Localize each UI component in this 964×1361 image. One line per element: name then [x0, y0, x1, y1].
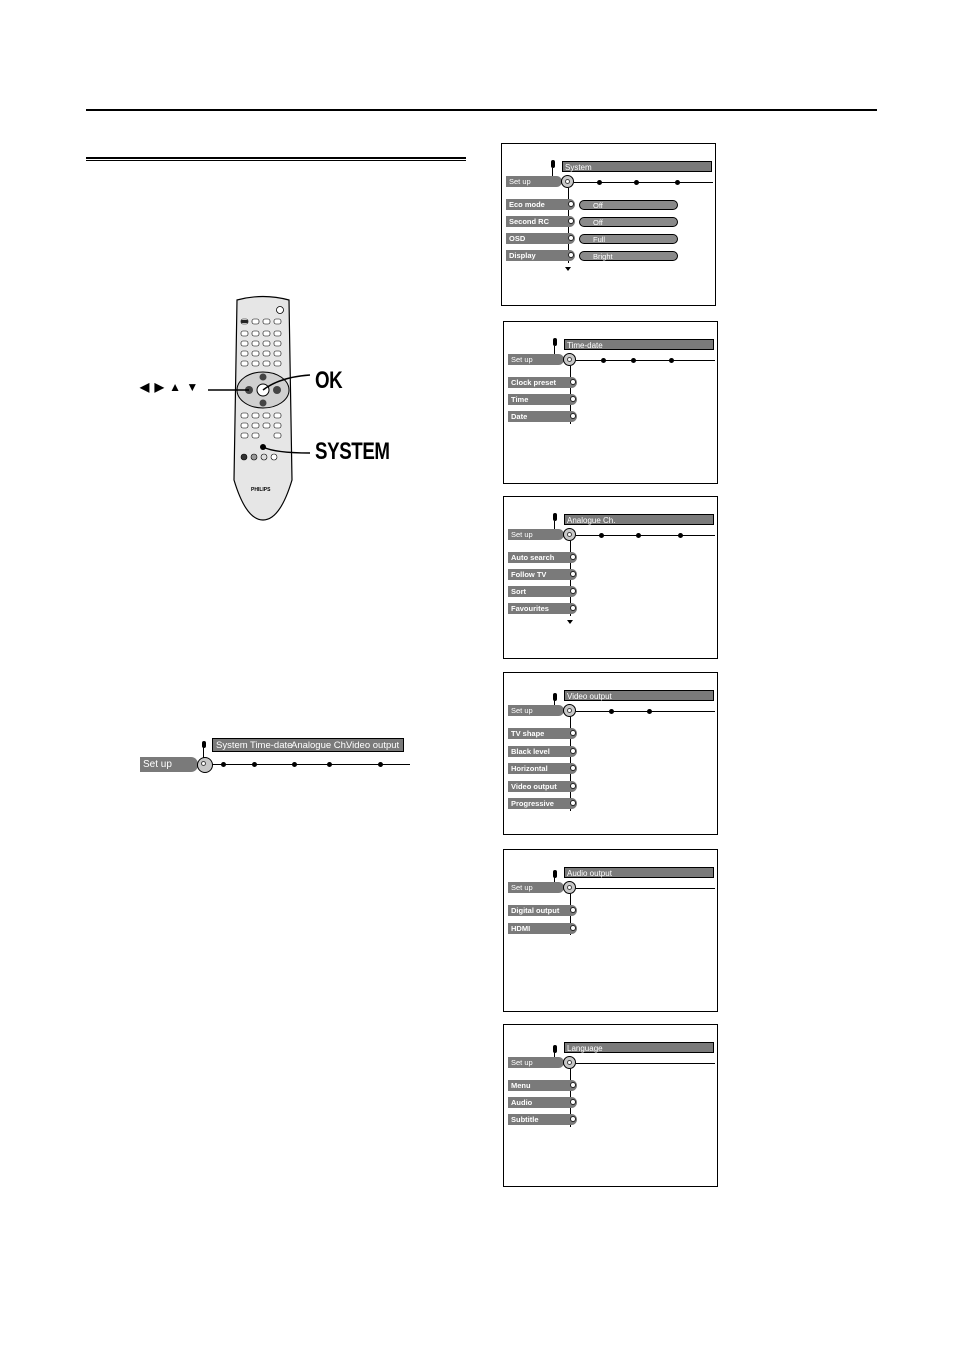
menu-title: Time-date	[564, 339, 714, 350]
overview-dot	[221, 762, 226, 767]
setup-menu-overview	[140, 737, 415, 777]
more-down-arrow-icon	[567, 620, 573, 624]
overview-dot	[378, 762, 383, 767]
navigation-wheel-icon	[563, 353, 576, 366]
overview-dot	[327, 762, 332, 767]
menu-connector-line	[576, 360, 715, 361]
menu-item-follow-tv[interactable]: Follow TV	[508, 569, 577, 580]
navigation-wheel-icon	[563, 881, 576, 894]
menu-item-display[interactable]: Display	[506, 250, 575, 261]
header-rule	[86, 109, 877, 111]
menu-item-date[interactable]: Date	[508, 411, 577, 422]
menu-title: Audio output	[564, 867, 714, 878]
menu-connector-line	[576, 888, 715, 889]
menu-panel-analogue-ch	[503, 496, 718, 659]
overview-dot	[252, 762, 257, 767]
more-down-arrow-icon	[565, 267, 571, 271]
menu-dot	[669, 358, 674, 363]
menu-panel-system	[501, 143, 716, 306]
menu-panel-video-output	[503, 672, 718, 835]
brand-logo: PHILIPS	[251, 487, 271, 493]
menu-item-osd[interactable]: OSD	[506, 233, 575, 244]
menu-dot	[647, 709, 652, 714]
menu-connector-line	[576, 1063, 715, 1064]
menu-value-eco-mode[interactable]: Off	[579, 200, 678, 210]
overview-tab-bar	[212, 738, 404, 752]
menu-title: Analogue Ch.	[564, 514, 714, 525]
overview-dot	[292, 762, 297, 767]
navigation-wheel-icon	[563, 704, 576, 717]
setup-label: Set up	[508, 882, 564, 893]
menu-dot	[634, 180, 639, 185]
menu-stem	[553, 338, 557, 346]
menu-item-favourites[interactable]: Favourites	[508, 603, 577, 614]
menu-connector-line	[576, 711, 715, 712]
menu-dot	[678, 533, 683, 538]
menu-item-black-level[interactable]: Black level	[508, 746, 577, 757]
menu-item-subtitle[interactable]: Subtitle	[508, 1114, 577, 1125]
menu-title: System	[562, 161, 712, 172]
menu-item-horizontal[interactable]: Horizontal	[508, 763, 577, 774]
menu-title: Video output	[564, 690, 714, 701]
menu-dot	[675, 180, 680, 185]
overview-tab-analogue-ch[interactable]: Analogue Ch.	[291, 740, 349, 751]
menu-item-eco-mode[interactable]: Eco mode	[506, 199, 575, 210]
menu-dot	[609, 709, 614, 714]
menu-dot	[631, 358, 636, 363]
menu-connector-line	[574, 182, 713, 183]
overview-tab-time-date[interactable]: Time-date	[250, 740, 293, 751]
navigation-wheel-icon	[561, 175, 574, 188]
menu-stem	[553, 513, 557, 521]
navigation-wheel-icon	[563, 528, 576, 541]
setup-label: Set up	[508, 529, 564, 540]
setup-label: Set up	[508, 705, 564, 716]
setup-label: Set up	[508, 1057, 564, 1068]
menu-value-display[interactable]: Bright	[579, 251, 678, 261]
menu-item-video-output[interactable]: Video output	[508, 781, 577, 792]
menu-item-hdmi[interactable]: HDMI	[508, 923, 577, 934]
menu-dot	[601, 358, 606, 363]
menu-stem	[551, 160, 555, 168]
menu-item-second-rc[interactable]: Second RC	[506, 216, 575, 227]
menu-panel-audio-output	[503, 849, 718, 1012]
setup-label: Set up	[506, 176, 562, 187]
menu-item-progressive[interactable]: Progressive	[508, 798, 577, 809]
remote-illustration	[140, 295, 410, 525]
menu-panel-time-date	[503, 321, 718, 484]
menu-item-time[interactable]: Time	[508, 394, 577, 405]
overview-setup-label: Set up	[140, 757, 198, 772]
navigation-wheel-icon	[563, 1056, 576, 1069]
menu-value-osd[interactable]: Full	[579, 234, 678, 244]
menu-item-audio[interactable]: Audio	[508, 1097, 577, 1108]
menu-dot	[599, 533, 604, 538]
menu-item-digital-output[interactable]: Digital output	[508, 905, 577, 916]
menu-item-auto-search[interactable]: Auto search	[508, 552, 577, 563]
menu-item-menu[interactable]: Menu	[508, 1080, 577, 1091]
menu-item-clock-preset[interactable]: Clock preset	[508, 377, 577, 388]
menu-item-tv-shape[interactable]: TV shape	[508, 728, 577, 739]
arrow-keys-label: ◀ ▶ ▲ ▼	[140, 380, 200, 394]
setup-label: Set up	[508, 354, 564, 365]
navigation-wheel-icon	[197, 757, 213, 773]
menu-panel-language	[503, 1024, 718, 1187]
menu-title: Language	[564, 1042, 714, 1053]
overview-tab-video-output[interactable]: Video output	[346, 740, 400, 751]
menu-dot	[636, 533, 641, 538]
menu-value-second-rc[interactable]: Off	[579, 217, 678, 227]
ok-label: OK	[315, 367, 343, 394]
menu-item-sort[interactable]: Sort	[508, 586, 577, 597]
menu-connector-line	[576, 535, 715, 536]
system-label: SYSTEM	[315, 438, 390, 465]
overview-tab-system[interactable]: System	[216, 740, 248, 751]
remote-control-icon	[140, 295, 410, 525]
menu-dot	[597, 180, 602, 185]
section-rule	[86, 157, 466, 161]
